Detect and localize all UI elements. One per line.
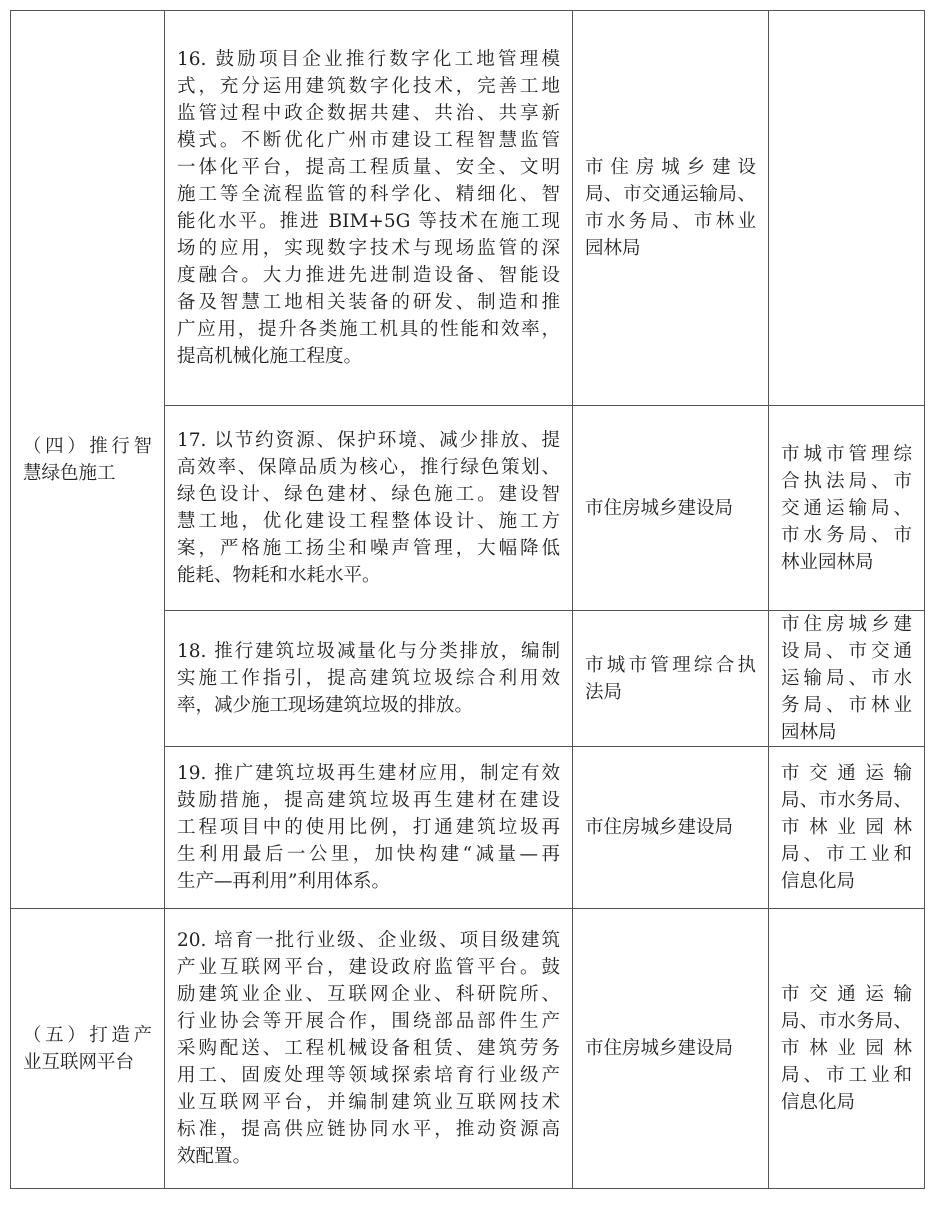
- text-line: （四）推行智: [23, 435, 152, 457]
- text-line: 产业互联网平台，建设政府监管平台。鼓: [177, 957, 560, 978]
- measure-cell: [165, 11, 573, 406]
- text-line: 采购配送、工程机械设备租赁、建筑劳务: [177, 1038, 560, 1059]
- category-cell: [11, 11, 165, 909]
- text-line: 园林局: [781, 722, 837, 743]
- text-line: 生产—再利用”利用体系。: [177, 871, 390, 892]
- text-line: 行业协会等开展合作，围绕部品部件生产: [177, 1011, 560, 1032]
- text-line: 场的应用，实现数字技术与现场监管的深: [177, 238, 560, 259]
- text-line: 林业园林局: [781, 551, 874, 573]
- text-line: 施工等全流程监管的科学化、精细化、智: [177, 184, 560, 205]
- support-unit-cell: [769, 611, 925, 747]
- text-line: 19. 推广建筑垃圾再生建材应用，制定有效: [177, 763, 560, 784]
- text-line: 18. 推行建筑垃圾减量化与分类排放，编制: [177, 641, 560, 662]
- text-line: 市水务局、市林业: [585, 211, 756, 232]
- lead-unit-cell: [573, 11, 769, 406]
- text-line: 实施工作指引，提高建筑垃圾综合利用效: [177, 668, 560, 689]
- lead-unit-cell: [573, 909, 769, 1189]
- text-line: 局、市交通运输局、: [585, 184, 756, 205]
- text-line: 市林业园林: [781, 817, 912, 838]
- text-line: 励建筑业企业、互联网企业、科研院所、: [177, 984, 560, 1005]
- text-line: 市水务局、市: [781, 524, 912, 546]
- category-cell: [11, 909, 165, 1189]
- lead-unit-cell: [573, 611, 769, 747]
- text-line: 信息化局: [781, 871, 856, 892]
- text-line: 局、市水务局、: [781, 1011, 912, 1032]
- text-line: 高效率、保障品质为核心，推行绿色策划、: [177, 457, 560, 478]
- text-line: 市交通运输: [781, 984, 912, 1005]
- support-unit-cell: [769, 747, 925, 909]
- text-line: 运输局、市水: [781, 668, 912, 689]
- measure-cell: [165, 406, 573, 611]
- text-line: 工程项目中的使用比例，打通建筑垃圾再: [177, 817, 560, 838]
- text-line: 设局、市交通: [781, 641, 912, 662]
- text-line: 模式。不断优化广州市建设工程智慧监管: [177, 130, 560, 151]
- text-line: 16. 鼓励项目企业推行数字化工地管理模: [177, 49, 560, 70]
- text-line: 生利用最后一公里，加快构建“减量—再: [177, 844, 560, 865]
- lead-unit-cell: [573, 747, 769, 909]
- support-unit-cell: [769, 11, 925, 406]
- text-line: 能化水平。推进 BIM+5G 等技术在施工现: [177, 211, 560, 232]
- policy-measures-table: [10, 10, 925, 1189]
- text-line: 园林局: [585, 238, 641, 259]
- text-line: 法局: [585, 681, 623, 703]
- text-line: 市住房城乡建设局: [585, 497, 734, 519]
- text-line: 案，严格施工扬尘和噪声管理，大幅降低: [177, 538, 560, 559]
- measure-cell: [165, 909, 573, 1189]
- text-line: 市城市管理综合执: [585, 654, 756, 676]
- support-unit-cell: [769, 909, 925, 1189]
- text-line: 信息化局: [781, 1092, 856, 1113]
- text-line: 度融合。大力推进先进制造设备、智能设: [177, 265, 560, 286]
- text-line: 效配置。: [177, 1146, 252, 1167]
- text-line: 市林业园林: [781, 1038, 912, 1059]
- text-line: 业互联网平台: [23, 1051, 135, 1073]
- text-line: 一体化平台，提高工程质量、安全、文明: [177, 157, 560, 178]
- text-line: 合执法局、市: [781, 470, 912, 492]
- text-line: 广应用，提升各类施工机具的性能和效率，: [177, 319, 560, 340]
- text-line: 局、市工业和: [781, 844, 912, 865]
- measure-cell: [165, 747, 573, 909]
- text-line: 市住房城乡建设: [585, 157, 756, 178]
- text-line: 市城市管理综: [781, 443, 912, 465]
- measure-cell: [165, 611, 573, 747]
- table-row: [11, 909, 925, 1189]
- text-line: 备及智慧工地相关装备的研发、制造和推: [177, 292, 560, 313]
- text-line: 率，减少施工现场建筑垃圾的排放。: [177, 695, 474, 716]
- text-line: 交通运输局、: [781, 497, 912, 519]
- text-line: 市住房城乡建: [781, 614, 912, 635]
- text-line: 市交通运输: [781, 763, 912, 784]
- text-line: 市住房城乡建设局: [585, 1038, 734, 1059]
- text-line: 局、市水务局、: [781, 790, 912, 811]
- text-line: 用工、固废处理等领域探索培育行业级产: [177, 1065, 560, 1086]
- lead-unit-cell: [573, 406, 769, 611]
- text-line: 鼓励措施，提高建筑垃圾再生建材在建设: [177, 790, 560, 811]
- text-line: 慧工地，优化建设工程整体设计、施工方: [177, 511, 560, 532]
- text-line: 式，充分运用建筑数字化技术，完善工地: [177, 76, 560, 97]
- text-line: 慧绿色施工: [23, 462, 116, 484]
- text-line: 监管过程中政企数据共建、共治、共享新: [177, 103, 560, 124]
- text-line: 局、市工业和: [781, 1065, 912, 1086]
- text-line: 务局、市林业: [781, 695, 912, 716]
- text-line: 绿色设计、绿色建材、绿色施工。建设智: [177, 484, 560, 505]
- text-line: 能耗、物耗和水耗水平。: [177, 565, 381, 586]
- table-row: [11, 11, 925, 406]
- text-line: 业互联网平台，并编制建筑业互联网技术: [177, 1092, 560, 1113]
- support-unit-cell: [769, 406, 925, 611]
- text-line: 市住房城乡建设局: [585, 817, 734, 838]
- text-line: （五）打造产: [23, 1024, 152, 1046]
- text-line: 20. 培育一批行业级、企业级、项目级建筑: [177, 930, 560, 951]
- text-line: 17. 以节约资源、保护环境、减少排放、提: [177, 430, 560, 451]
- text-line: 标准，提高供应链协同水平，推动资源高: [177, 1119, 560, 1140]
- text-line: 提高机械化施工程度。: [177, 346, 363, 367]
